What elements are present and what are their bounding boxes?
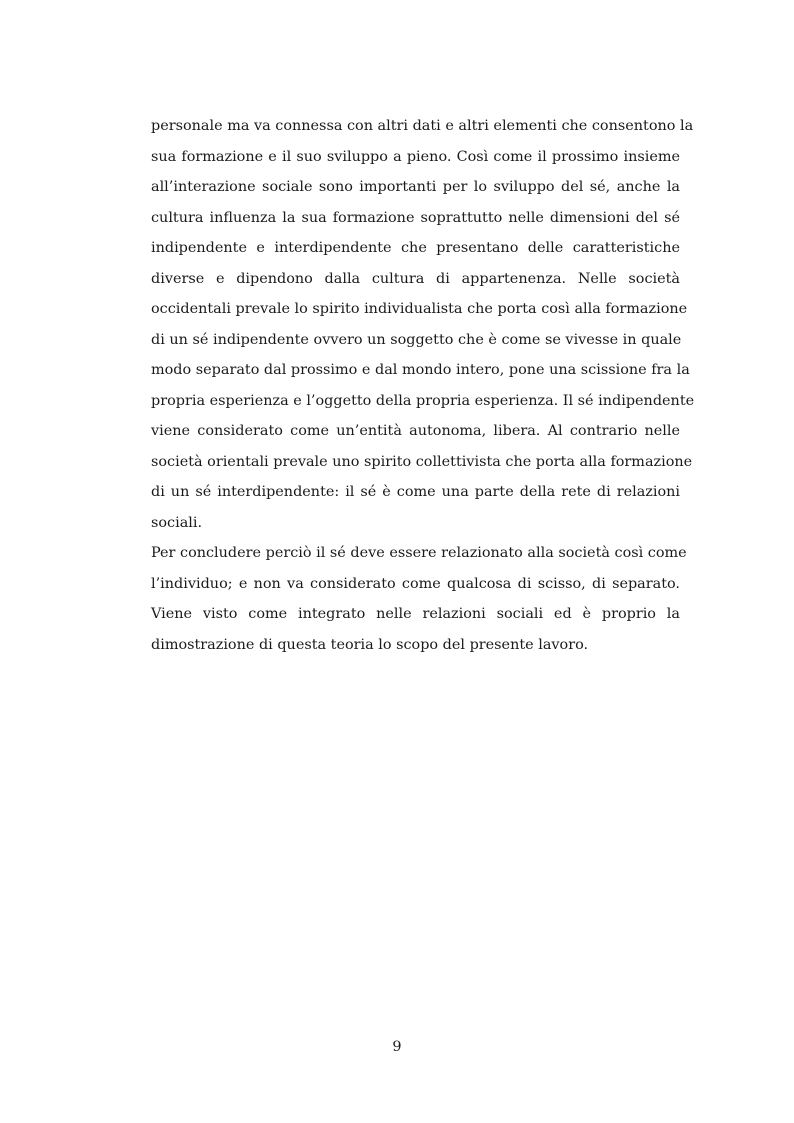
text-line: occidentali prevale lo spirito individualista che porta così alla formazione: [151, 301, 688, 317]
text-line: propria esperienza e l’oggetto della propria esperienza. Il sé indipendente: [151, 392, 695, 409]
paragraph-2: [151, 538, 687, 660]
text-line: sua formazione e il suo sviluppo a pieno. Così come il prossimo insieme: [151, 148, 680, 165]
text-line: modo separato dal prossimo e dal mondo intero, pone una scissione fra la: [151, 362, 690, 378]
text-line: viene considerato come un’entità autonoma, libera. Al contrario nelle: [151, 423, 680, 439]
text-line: personale ma va connessa con altri dati e altri elementi che consentono la: [151, 118, 694, 134]
text-line: sociali.: [151, 514, 203, 531]
text-line: diverse e dipendono dalla cultura di appartenenza. Nelle società: [151, 270, 680, 287]
text-line: cultura influenza la sua formazione soprattutto nelle dimensioni del sé: [151, 209, 680, 226]
page-number: 9: [392, 1039, 402, 1055]
text-line: all’interazione sociale sono importanti per lo sviluppo del sé, anche la: [151, 179, 680, 195]
text-line: Viene visto come integrato nelle relazioni sociali ed è proprio la: [151, 606, 680, 622]
text-line: dimostrazione di questa teoria lo scopo del presente lavoro.: [151, 636, 589, 653]
text-line: l’individuo; e non va considerato come qualcosa di scisso, di separato.: [151, 575, 680, 592]
page-body: [151, 111, 695, 660]
text-line: di un sé interdipendente: il sé è come una parte della rete di relazioni: [151, 484, 680, 500]
text-line: di un sé indipendente ovvero un soggetto che è come se vivesse in quale: [151, 331, 682, 348]
paragraph-1: [151, 111, 695, 538]
text-line: società orientali prevale uno spirito collettivista che porta alla formazione: [151, 453, 693, 470]
text-line: indipendente e interdipendente che presentano delle caratteristiche: [151, 240, 680, 256]
text-line: Per concludere perciò il sé deve essere relazionato alla società così come: [151, 545, 687, 561]
